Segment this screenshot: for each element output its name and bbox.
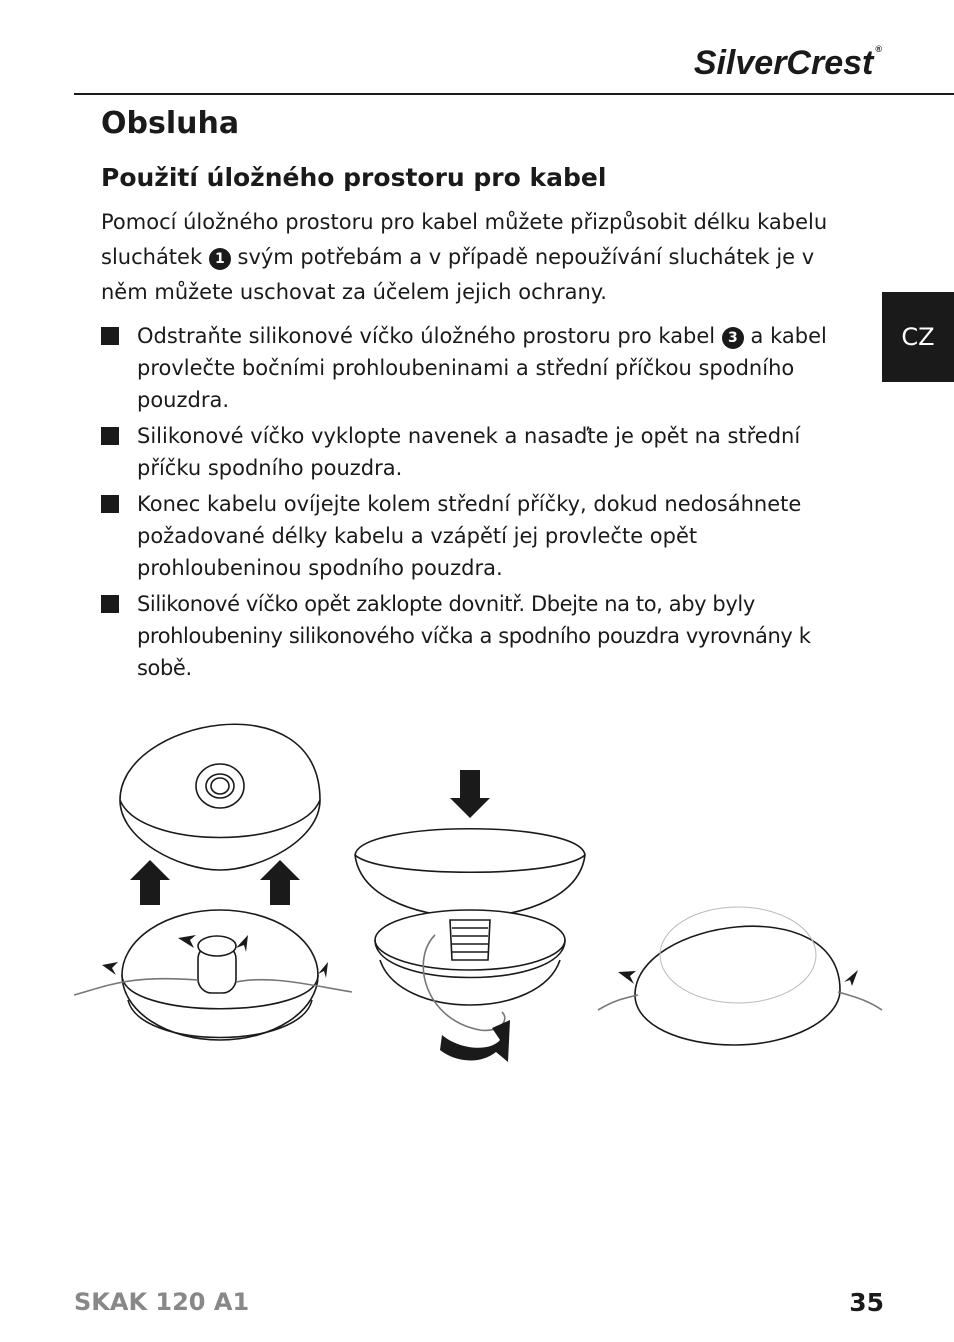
arrow-small-icon bbox=[318, 962, 328, 978]
rotate-arrow-icon bbox=[440, 1020, 510, 1062]
reference-badge: 1 bbox=[209, 248, 231, 270]
header-rule bbox=[74, 93, 954, 95]
list-item bbox=[101, 320, 863, 416]
step-text: Odstraňte silikonové víčko úložného prostoru pro kabel bbox=[137, 324, 716, 348]
bottom-case-drawing bbox=[74, 910, 352, 1040]
lid-insertion-drawing bbox=[355, 829, 585, 1031]
intro-paragraph bbox=[101, 205, 861, 310]
arrow-small-icon bbox=[844, 970, 858, 986]
section-title: Použití úložného prostoru pro kabel bbox=[101, 163, 607, 192]
instruction-list bbox=[101, 320, 863, 688]
list-item bbox=[101, 488, 863, 584]
list-item bbox=[101, 588, 863, 684]
silicone-lid-drawing bbox=[120, 724, 320, 870]
page-title: Obsluha bbox=[101, 106, 240, 141]
closed-case-drawing bbox=[598, 907, 882, 1045]
square-bullet-icon bbox=[101, 327, 119, 345]
arrow-up-icon bbox=[260, 860, 300, 905]
language-tab bbox=[882, 292, 954, 382]
step-text: a kabel provlečte bočními prohloubeninami a střední příčkou spodního pouzdra. bbox=[137, 324, 827, 412]
cable-storage-illustration bbox=[70, 690, 890, 1080]
page-number: 35 bbox=[849, 1288, 884, 1317]
list-item bbox=[101, 420, 863, 484]
step-text: Konec kabelu ovíjejte kolem střední příčky, dokud nedosáhnete požadované délky kabelu a vzápětí jej provlečte opět prohloubeninou spodního pouzdra. bbox=[137, 492, 802, 580]
arrow-up-icon bbox=[130, 860, 170, 905]
arrow-small-icon bbox=[618, 971, 636, 984]
brand-logo: SilverCrest ® bbox=[693, 44, 882, 82]
language-tab-label: CZ bbox=[901, 323, 935, 351]
step-text: Silikonové víčko vyklopte navenek a nasaďte je opět na střední příčku spodního pouzdra. bbox=[137, 424, 801, 480]
model-number: SKAK 120 A1 bbox=[74, 1288, 250, 1316]
arrow-down-icon bbox=[450, 770, 490, 818]
intro-text-1: Pomocí úložného prostoru pro kabel můžete přizpůsobit délku kabelu sluchátek bbox=[101, 210, 828, 269]
square-bullet-icon bbox=[101, 495, 119, 513]
square-bullet-icon bbox=[101, 427, 119, 445]
step-text: Silikonové víčko opět zaklopte dovnitř. Dbejte na to, aby byly prohloubeniny silikonového víčka a spodního pouzdra vyrovnány k sobě. bbox=[137, 592, 811, 680]
square-bullet-icon bbox=[101, 595, 119, 613]
reference-badge: 3 bbox=[722, 327, 744, 349]
arrow-small-icon bbox=[102, 962, 118, 975]
intro-text-2: svým potřebám a v případě nepoužívání sluchátek je v něm můžete uschovat za účelem jejich ochrany. bbox=[101, 245, 815, 304]
